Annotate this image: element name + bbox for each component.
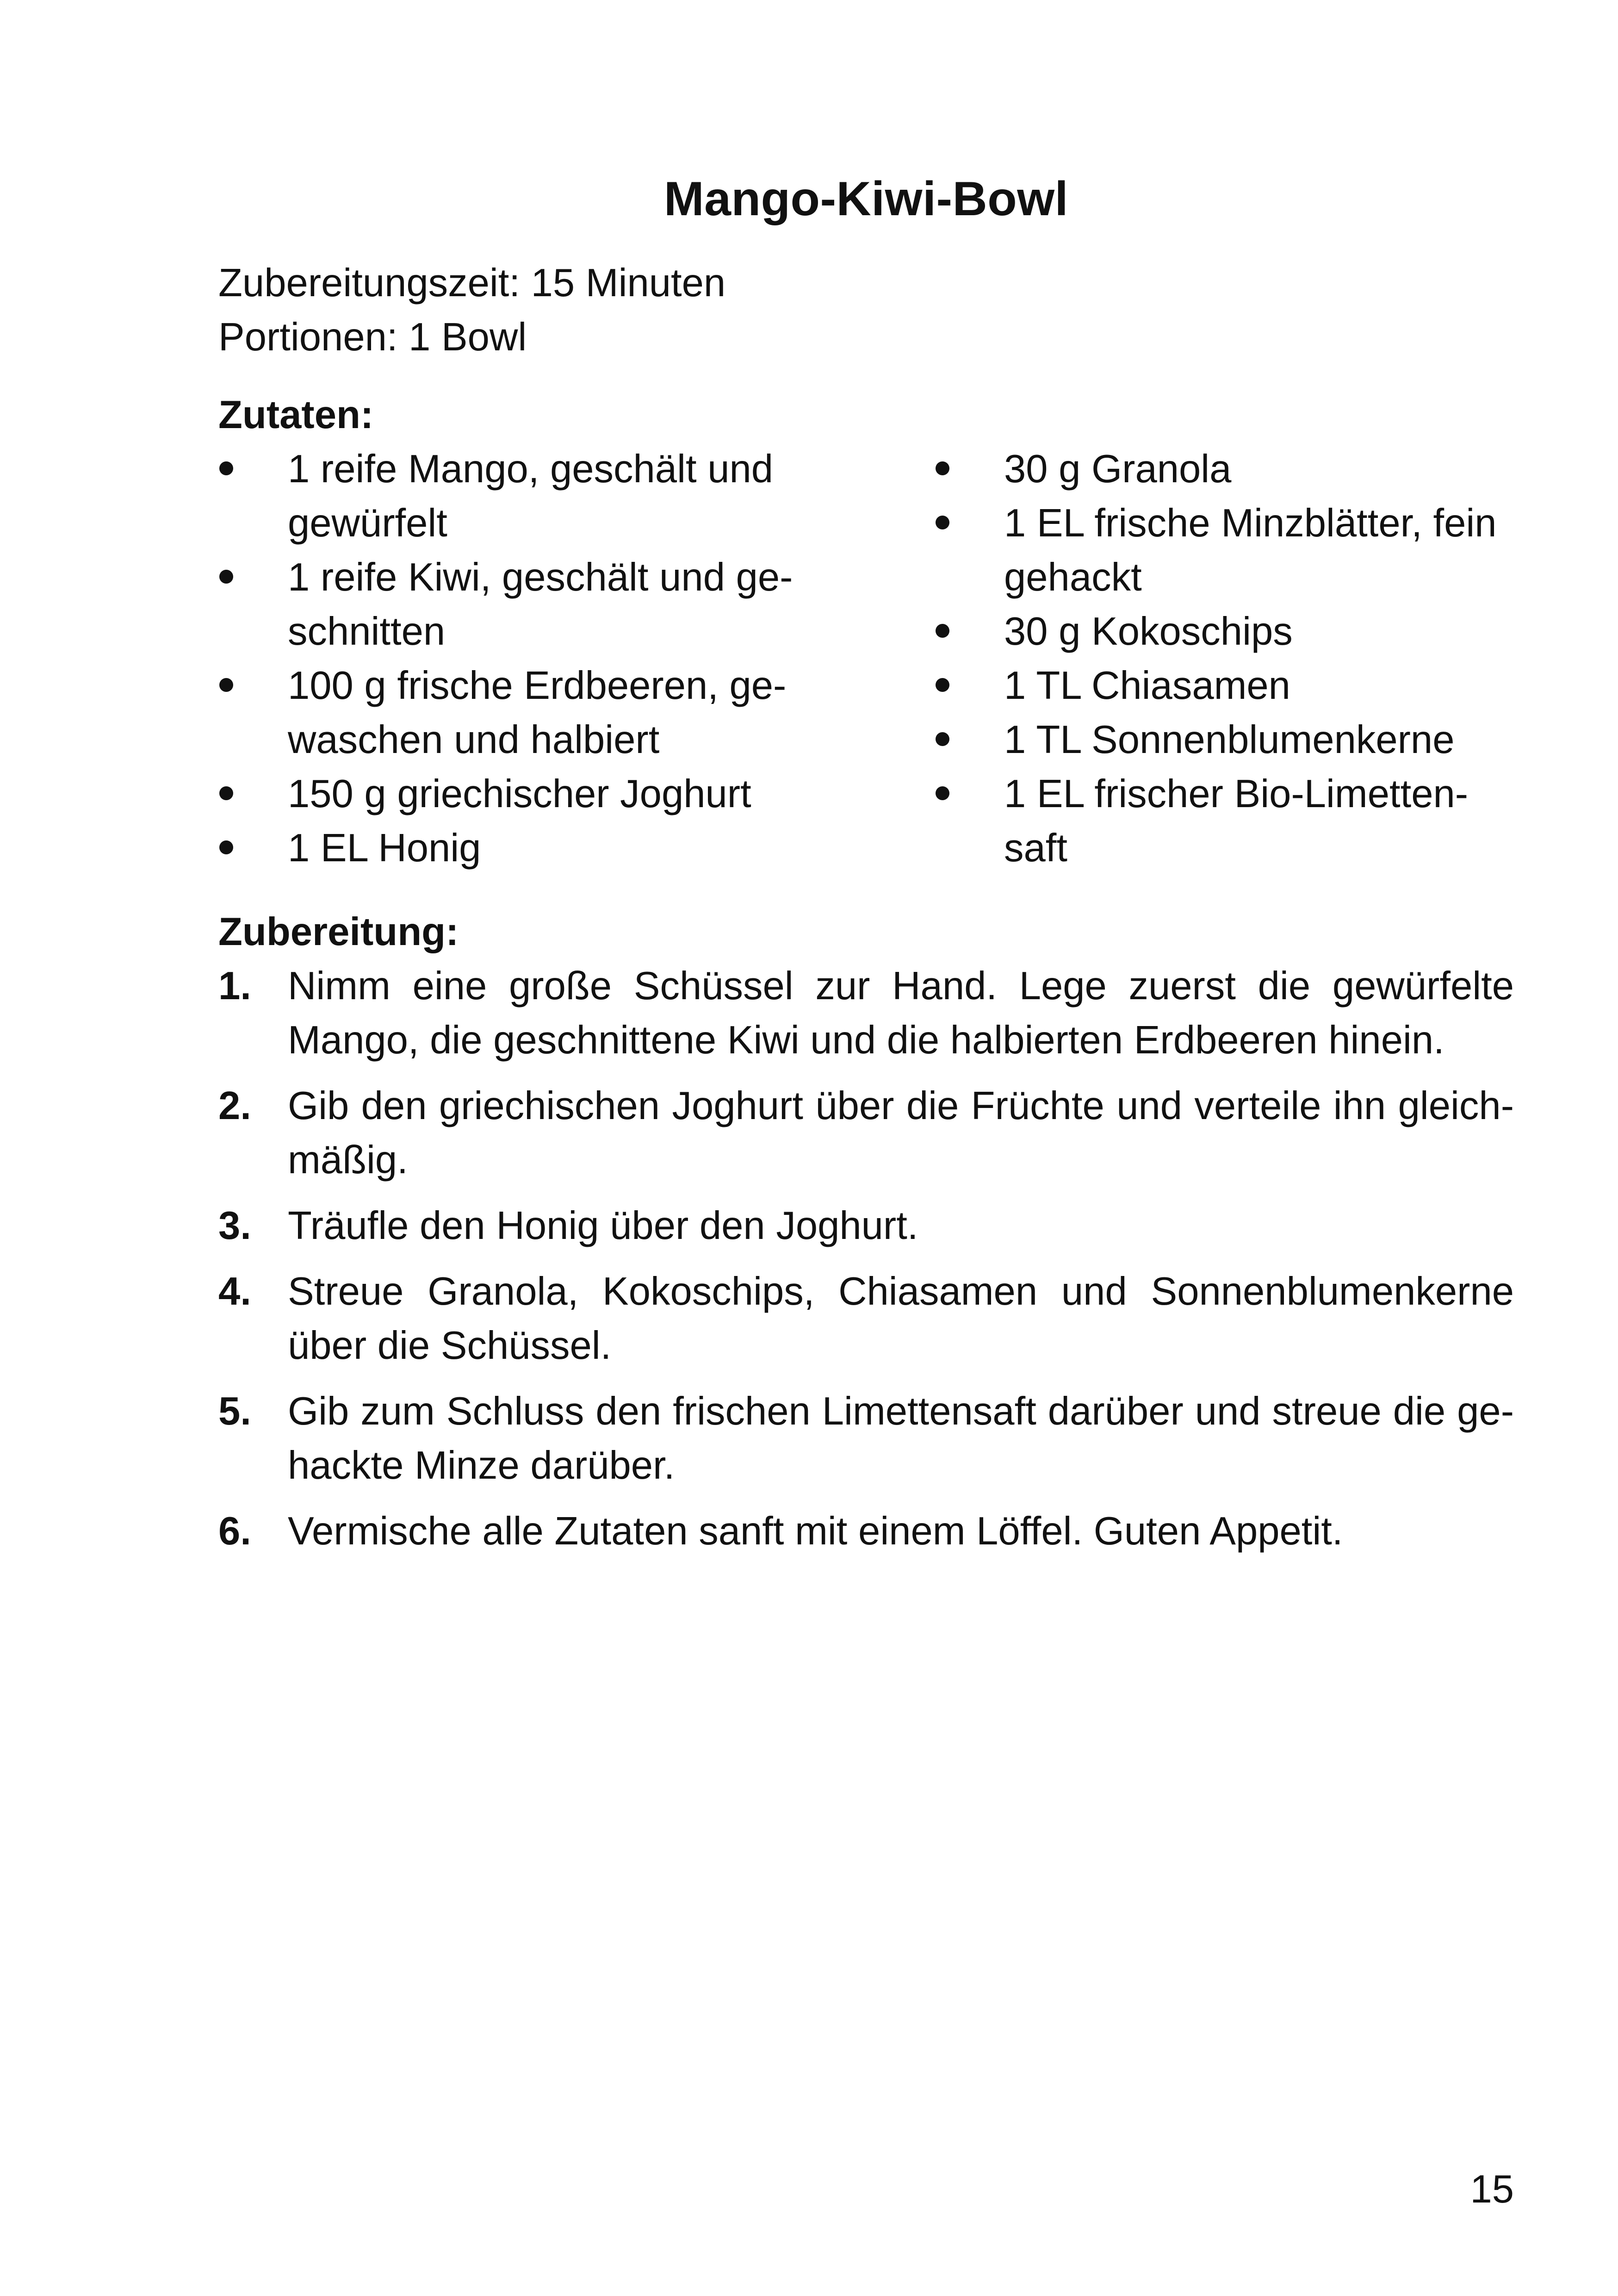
bullet-icon (936, 732, 949, 746)
ingredient-item (218, 550, 811, 659)
ingredient-item (935, 767, 1514, 875)
preparation-steps (218, 959, 1514, 1570)
step-text: Vermische alle Zutaten sanft mit einem Löffel. Guten Appetit. (288, 1509, 1343, 1553)
ingredient-item (935, 713, 1514, 767)
step-item (218, 1384, 1514, 1493)
recipe-meta (218, 256, 1514, 364)
step-number: 3. (218, 1204, 251, 1248)
ingredient-item (218, 767, 811, 821)
bullet-icon (936, 786, 949, 800)
ingredient-text: 30 g Granola (1004, 447, 1232, 491)
ingredient-text: 150 g griechischer Joghurt (288, 772, 751, 816)
ingredient-item (935, 442, 1514, 496)
step-item (218, 1504, 1514, 1558)
servings: Portionen: 1 Bowl (218, 315, 527, 359)
ingredient-item (218, 821, 811, 875)
ingredients-heading: Zutaten: (218, 393, 374, 437)
step-number: 1. (218, 964, 251, 1008)
prep-time: Zubereitungszeit: 15 Minuten (218, 261, 726, 305)
step-number: 2. (218, 1084, 251, 1128)
step-item (218, 1264, 1514, 1373)
step-text: Gib zum Schluss den frischen Limettensaft darüber und streue die gehackte Minze darüber. (288, 1389, 1514, 1487)
bullet-icon (219, 678, 233, 692)
preparation-heading: Zubereitung: (218, 910, 459, 954)
ingredient-item (935, 659, 1514, 713)
ingredient-item (218, 442, 811, 550)
step-number: 5. (218, 1389, 251, 1433)
ingredient-item (218, 659, 811, 767)
step-item (218, 959, 1514, 1067)
step-number: 4. (218, 1269, 251, 1313)
ingredient-text: 100 g frische Erdbeeren, gewaschen und halbiert (288, 664, 787, 762)
step-item (218, 1199, 1514, 1253)
ingredients-column-right (935, 442, 1514, 875)
ingredient-item (935, 496, 1514, 604)
recipe-title: Mango-Kiwi-Bowl (663, 172, 1069, 226)
bullet-icon (219, 570, 233, 584)
step-item (218, 1079, 1514, 1187)
step-text: Träufle den Honig über den Joghurt. (288, 1204, 918, 1248)
bullet-icon (219, 840, 233, 854)
bullet-icon (219, 786, 233, 800)
ingredient-text: 30 g Kokoschips (1004, 610, 1293, 653)
step-text: Nimm eine große Schüssel zur Hand. Lege zuerst die gewürfelte Mango, die geschnittene Kiwi und die halbierten Erdbeeren hinein. (288, 964, 1514, 1062)
ingredient-text: 1 EL frische Minzblätter, fein gehackt (1004, 501, 1497, 599)
bullet-icon (936, 461, 949, 475)
ingredient-text: 1 reife Mango, geschält und gewürfelt (288, 447, 774, 545)
ingredient-text: 1 EL frischer Bio-Limettensaft (1004, 772, 1469, 870)
ingredient-text: 1 EL Honig (288, 826, 481, 870)
step-text: Gib den griechischen Joghurt über die Früchte und verteile ihn gleichmäßig. (288, 1084, 1514, 1182)
bullet-icon (219, 461, 233, 475)
page-number: 15 (1470, 2167, 1514, 2211)
step-number: 6. (218, 1509, 251, 1553)
bullet-icon (936, 516, 949, 529)
bullet-icon (936, 624, 949, 638)
ingredient-item (935, 604, 1514, 659)
ingredient-text: 1 TL Sonnenblumenkerne (1004, 718, 1455, 762)
ingredients-column-left (218, 442, 811, 875)
bullet-icon (936, 678, 949, 692)
ingredient-text: 1 TL Chiasamen (1004, 664, 1290, 708)
ingredient-text: 1 reife Kiwi, geschält und geschnitten (288, 555, 793, 653)
step-text: Streue Granola, Kokoschips, Chiasamen und Sonnenblumenkerne über die Schüssel. (288, 1269, 1514, 1368)
